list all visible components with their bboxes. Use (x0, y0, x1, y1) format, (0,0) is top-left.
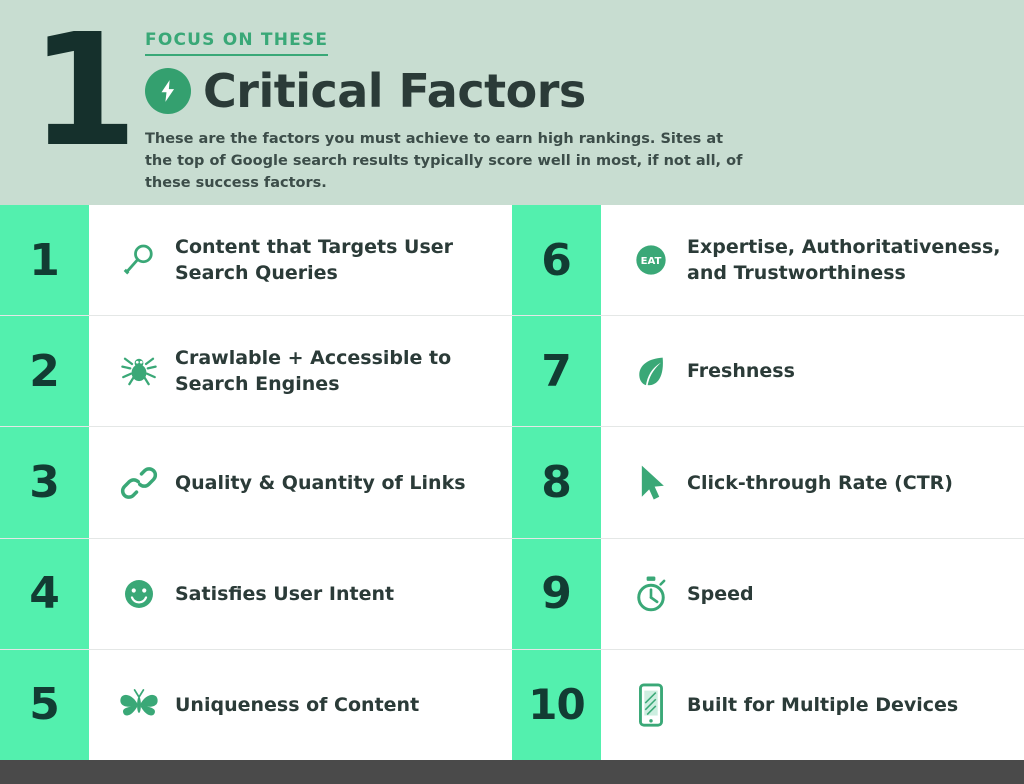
lightning-bolt-icon (145, 68, 191, 114)
factor-content (89, 205, 512, 315)
factor-content (89, 539, 512, 649)
factor-content (89, 650, 512, 760)
factor-number: 6 (512, 205, 601, 315)
table-row (512, 205, 1024, 316)
factor-label: Uniqueness of Content (175, 693, 420, 716)
factor-number: 4 (0, 539, 89, 649)
factor-label: Built for Multiple Devices (687, 693, 959, 716)
magnifying-glass-icon (103, 239, 175, 281)
factors-column-right (512, 205, 1024, 760)
table-row (0, 205, 512, 316)
factors-grid (0, 205, 1024, 760)
table-row (0, 427, 512, 538)
spider-crawler-icon (103, 350, 175, 392)
leaf-icon (615, 350, 687, 392)
page-title: Critical Factors (203, 64, 586, 118)
chain-link-icon (103, 462, 175, 504)
factor-number: 1 (0, 205, 89, 315)
eat-badge-icon (615, 238, 687, 282)
footer-bar (0, 760, 1024, 784)
factor-label: Click-through Rate (CTR) (687, 471, 953, 494)
factor-label: Satisfies User Intent (175, 582, 395, 605)
factor-content (601, 316, 1024, 426)
factor-content (89, 427, 512, 537)
cursor-arrow-icon (615, 461, 687, 505)
butterfly-icon (103, 685, 175, 725)
factor-number: 5 (0, 650, 89, 760)
factor-number: 2 (0, 316, 89, 426)
factor-number: 7 (512, 316, 601, 426)
factor-label: Crawlable + Accessible to Search Engines (175, 347, 452, 396)
factor-label: Freshness (687, 360, 795, 383)
table-row (512, 650, 1024, 760)
factor-content (601, 205, 1024, 315)
mobile-phone-icon (615, 682, 687, 728)
section-number: 1 (30, 0, 134, 181)
factor-label: Speed (687, 582, 754, 605)
stopwatch-icon (615, 572, 687, 616)
factor-label: Expertise, Authoritativeness, and Trustworthiness (687, 236, 1001, 285)
factor-content (89, 316, 512, 426)
table-row (0, 650, 512, 760)
header-banner (0, 0, 1024, 205)
factor-number: 9 (512, 539, 601, 649)
table-row (512, 539, 1024, 650)
title-row (145, 66, 994, 116)
page-subtitle: These are the factors you must achieve to earn high rankings. Sites at the top of Google search results typically score well in most, if not all, of these success factors. (145, 131, 743, 191)
svg-text:EAT: EAT (640, 256, 662, 268)
table-row (512, 427, 1024, 538)
smiley-face-icon (103, 573, 175, 615)
factor-content (601, 539, 1024, 649)
table-row (512, 316, 1024, 427)
table-row (0, 539, 512, 650)
factors-column-left (0, 205, 512, 760)
header-text-block (145, 30, 994, 194)
factor-number: 10 (512, 650, 601, 760)
factor-number: 8 (512, 427, 601, 537)
table-row (0, 316, 512, 427)
eyebrow-label: FOCUS ON THESE (145, 30, 328, 56)
factor-content (601, 650, 1024, 760)
factor-number: 3 (0, 427, 89, 537)
factor-label: Quality & Quantity of Links (175, 471, 466, 494)
factor-label: Content that Targets User Search Queries (175, 236, 454, 285)
factor-content (601, 427, 1024, 537)
